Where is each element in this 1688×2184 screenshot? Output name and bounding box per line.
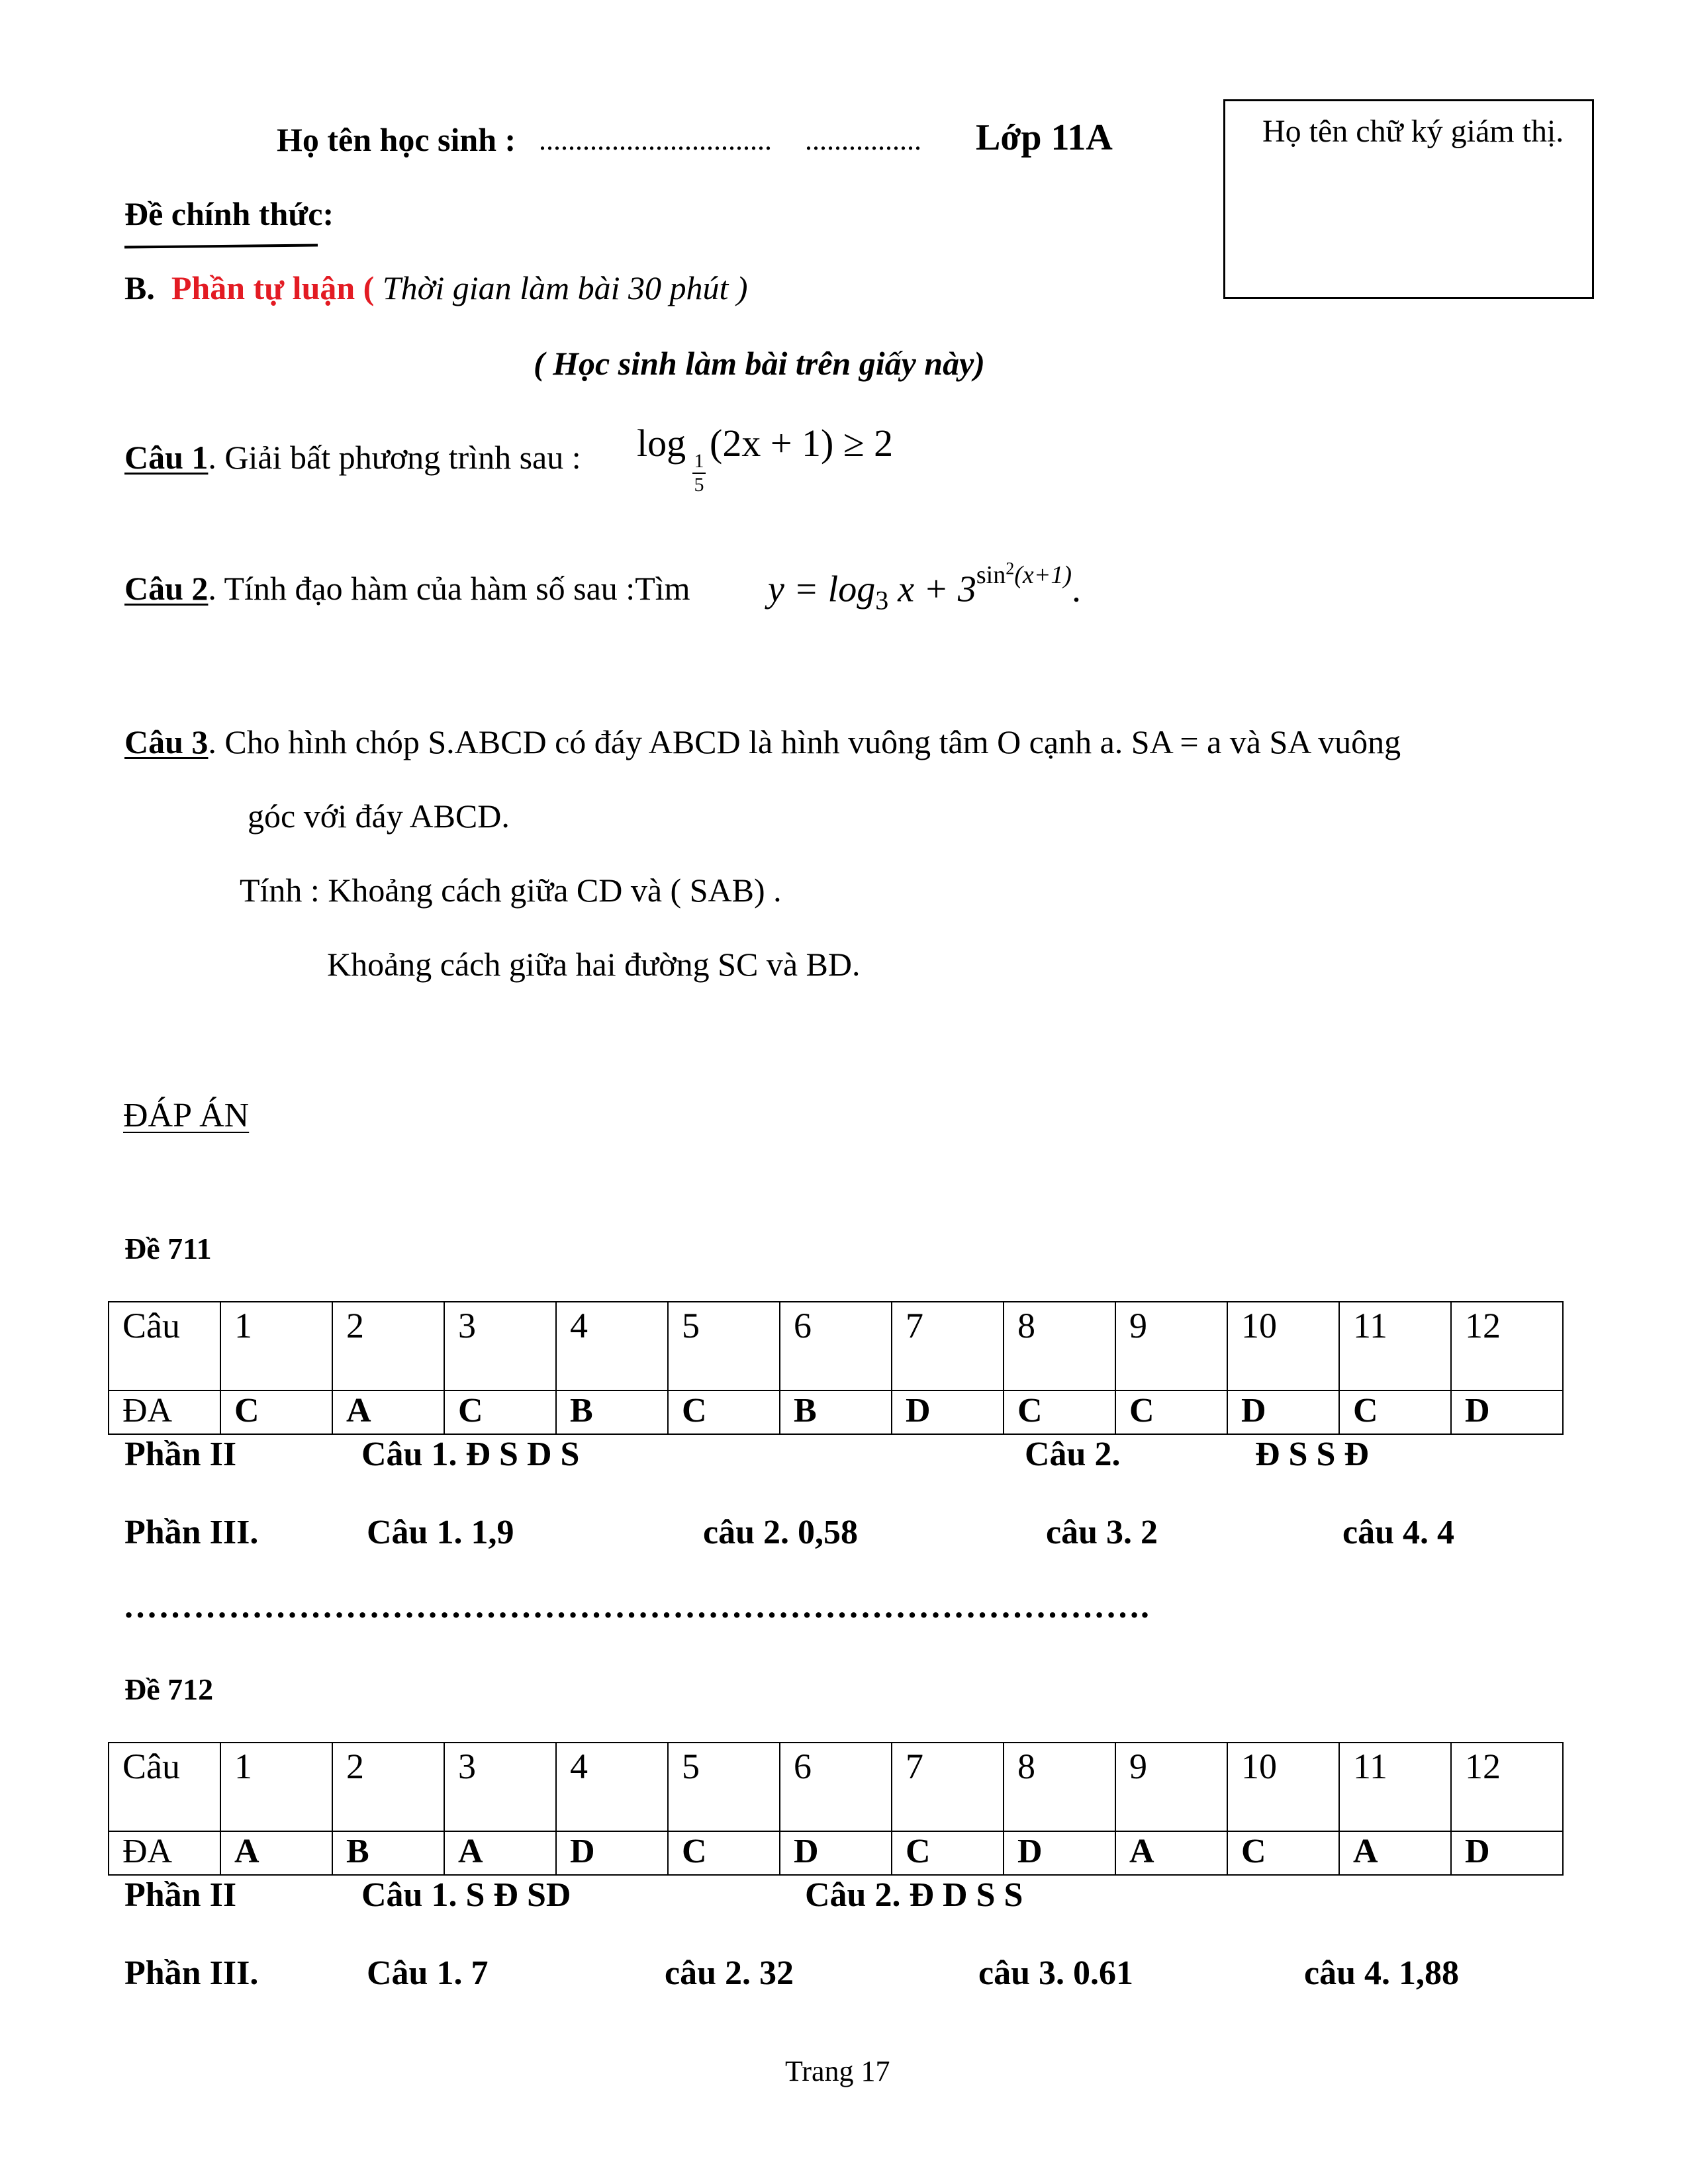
de711-num: 4 [556, 1302, 668, 1390]
de712-answer: C [1227, 1831, 1339, 1875]
de711-part2-q1: Câu 1. Đ S D S [361, 1435, 580, 1473]
q2-lhs: y = log [768, 569, 876, 610]
de712-num: 8 [1004, 1743, 1115, 1831]
separator-dots: ……………………………………………………………………………. [123, 1588, 1150, 1625]
question-2 [124, 569, 690, 608]
de711-row-answers [109, 1390, 1563, 1434]
de711-part3-label: Phần III. [124, 1514, 259, 1551]
de712-answer: C [892, 1831, 1004, 1875]
question-2-label: Câu 2 [124, 570, 209, 607]
de711-answer: D [892, 1390, 1004, 1434]
de711-table [108, 1301, 1564, 1435]
student-name-dots-2[interactable]: ................ [805, 124, 921, 156]
de712-num: 5 [668, 1743, 780, 1831]
de712-table [108, 1742, 1564, 1876]
de711-row1-label: Câu [109, 1302, 220, 1390]
question-1-formula [637, 421, 686, 465]
de712-answer: B [332, 1831, 444, 1875]
de711-num: 8 [1004, 1302, 1115, 1390]
de711-num: 12 [1451, 1302, 1563, 1390]
de712-part3-q2: câu 2. 32 [665, 1954, 794, 1992]
de711-num: 10 [1227, 1302, 1339, 1390]
de712-answer: D [780, 1831, 892, 1875]
de711-answer: A [332, 1390, 444, 1434]
de712-num: 4 [556, 1743, 668, 1831]
q2-end: . [1072, 569, 1082, 610]
de711-part2-label: Phần II [124, 1435, 237, 1473]
question-1-label: Câu 1 [124, 439, 209, 476]
de711-answer: C [444, 1390, 556, 1434]
de711-answer: D [1227, 1390, 1339, 1434]
de712-num: 1 [220, 1743, 332, 1831]
de712-num: 2 [332, 1743, 444, 1831]
q1-argument: (2x + 1) ≥ 2 [710, 422, 894, 465]
de711-part3-q4: câu 4. 4 [1342, 1514, 1454, 1551]
q1-base-num: 1 [694, 450, 704, 472]
question-1-text: . Giải bất phương trình sau : [208, 439, 581, 476]
de712-part3-q4: câu 4. 1,88 [1304, 1954, 1459, 1992]
q1-base-den: 5 [694, 474, 704, 496]
de712-row2-label: ĐA [109, 1831, 220, 1875]
de711-title: Đề 711 [124, 1232, 212, 1265]
de712-num: 12 [1451, 1743, 1563, 1831]
de711-num: 5 [668, 1302, 780, 1390]
de711-part3-q1: Câu 1. 1,9 [367, 1514, 514, 1551]
de711-part3-q3: câu 3. 2 [1046, 1514, 1158, 1551]
de711-num: 6 [780, 1302, 892, 1390]
question-3-label: Câu 3 [124, 723, 209, 760]
de711-part2-q2-label: Câu 2. [1025, 1435, 1121, 1473]
q2-exp-arg: (x+1) [1014, 561, 1072, 589]
de711-row-numbers [109, 1302, 1563, 1390]
de711-num: 9 [1115, 1302, 1227, 1390]
de711-answer: B [556, 1390, 668, 1434]
official-label: Đề chính thức: [124, 195, 334, 232]
q2-exp-pow: 2 [1006, 559, 1015, 578]
de712-part2-q1: Câu 1. S Đ SD [361, 1876, 571, 1914]
de712-answer: D [556, 1831, 668, 1875]
de712-part2-q2: Câu 2. Đ D S S [805, 1876, 1023, 1914]
de712-title: Đề 712 [124, 1672, 214, 1706]
question-1 [124, 438, 581, 477]
q2-exponent [976, 561, 1072, 589]
question-3-text: . Cho hình chóp S.ABCD có đáy ABCD là hình vuông tâm O cạnh a. SA = a và SA vuông [208, 723, 1401, 760]
signature-box [1223, 99, 1594, 299]
de712-answer: A [220, 1831, 332, 1875]
section-b-title: Phần tự luận ( [171, 269, 375, 306]
de712-answer: A [444, 1831, 556, 1875]
de712-num: 6 [780, 1743, 892, 1831]
student-name-dots-1[interactable]: ................................ [539, 124, 772, 156]
de712-num: 7 [892, 1743, 1004, 1831]
question-3-line3: Tính : Khoảng cách giữa CD và ( SAB) . [240, 872, 782, 909]
de711-answer: C [668, 1390, 780, 1434]
section-b-time: Thời gian làm bài 30 phút ) [382, 269, 748, 306]
de711-num: 3 [444, 1302, 556, 1390]
de711-row2-label: ĐA [109, 1390, 220, 1434]
de711-answer: C [220, 1390, 332, 1434]
official-underline [124, 244, 318, 248]
de712-part3-label: Phần III. [124, 1954, 259, 1992]
de712-num: 3 [444, 1743, 556, 1831]
de712-num: 9 [1115, 1743, 1227, 1831]
de711-num: 11 [1339, 1302, 1451, 1390]
de711-answer: C [1339, 1390, 1451, 1434]
de711-num: 2 [332, 1302, 444, 1390]
de712-answer: C [668, 1831, 780, 1875]
q1-log: log [637, 422, 686, 465]
de711-answer: D [1451, 1390, 1563, 1434]
question-3-line4: Khoảng cách giữa hai đường SC và BD. [327, 946, 861, 983]
de712-part3-q1: Câu 1. 7 [367, 1954, 489, 1992]
page-number: Trang 17 [785, 2055, 890, 2087]
q2-exp-sin: sin [976, 561, 1006, 589]
de711-part3-q2: câu 2. 0,58 [703, 1514, 858, 1551]
question-3-line2: góc với đáy ABCD. [248, 797, 510, 835]
q2-mid: x + 3 [888, 569, 976, 610]
question-2-formula [768, 559, 1082, 616]
q2-base: 3 [875, 585, 889, 615]
answers-title: ĐÁP ÁN [123, 1097, 250, 1134]
question-2-text: . Tính đạo hàm của hàm số sau :Tìm [208, 570, 690, 607]
de711-part2-q2-value: Đ S S Đ [1255, 1435, 1369, 1473]
de712-part3-q3: câu 3. 0.61 [978, 1954, 1133, 1992]
de711-num: 7 [892, 1302, 1004, 1390]
de712-row-answers [109, 1831, 1563, 1875]
de711-num: 1 [220, 1302, 332, 1390]
de712-part2-label: Phần II [124, 1876, 237, 1914]
de712-answer: A [1115, 1831, 1227, 1875]
de712-answer: D [1004, 1831, 1115, 1875]
question-3-line1 [124, 723, 1401, 761]
de711-answer: C [1115, 1390, 1227, 1434]
signature-label: Họ tên chữ ký giám thị. [1262, 114, 1564, 149]
section-b-prefix: B. [124, 269, 155, 306]
class-label: Lớp 11A [976, 117, 1113, 158]
section-b-instruction: ( Học sinh làm bài trên giấy này) [534, 345, 985, 382]
student-name-label: Họ tên học sinh : [277, 121, 516, 158]
de712-num: 10 [1227, 1743, 1339, 1831]
de712-num: 11 [1339, 1743, 1451, 1831]
q1-log-base [692, 450, 706, 496]
de711-answer: B [780, 1390, 892, 1434]
de712-answer: A [1339, 1831, 1451, 1875]
de712-row1-label: Câu [109, 1743, 220, 1831]
section-b-heading [124, 269, 748, 307]
de711-answer: C [1004, 1390, 1115, 1434]
de712-row-numbers [109, 1743, 1563, 1831]
de712-answer: D [1451, 1831, 1563, 1875]
